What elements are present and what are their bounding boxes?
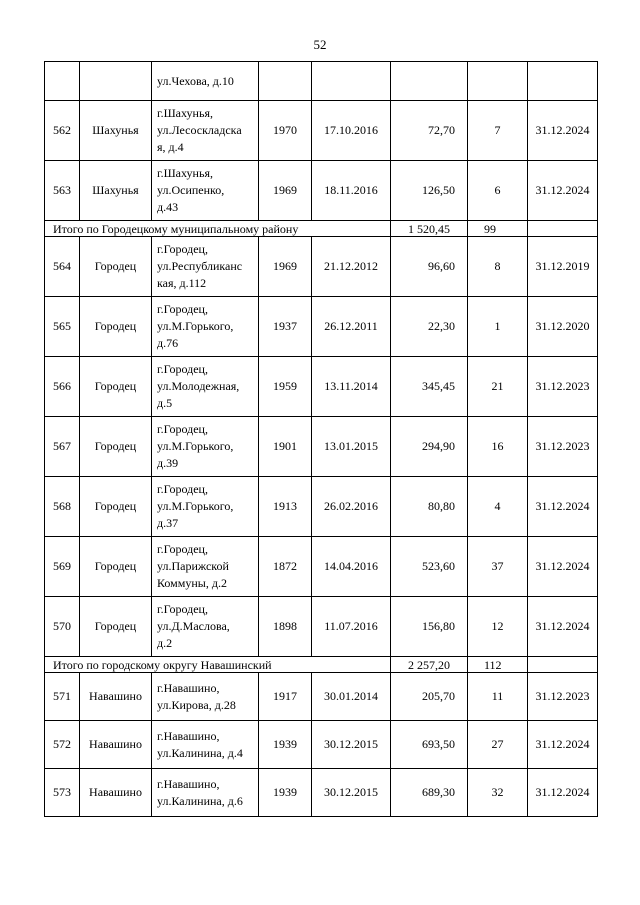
deadline-cell bbox=[528, 62, 598, 101]
address-line: ул.Калинина, д.4 bbox=[157, 745, 243, 760]
year-cell: 1959 bbox=[259, 357, 312, 417]
address-line: ул.Д.Маслова, bbox=[157, 619, 230, 633]
address-cell bbox=[152, 237, 259, 297]
table-row bbox=[45, 477, 598, 537]
row-number-cell: 565 bbox=[45, 297, 80, 357]
address-line: д.76 bbox=[157, 336, 179, 350]
count-cell bbox=[468, 62, 528, 101]
address-line: г.Шахунья, bbox=[157, 166, 213, 180]
count-cell: 1 bbox=[468, 297, 528, 357]
date-cell: 13.11.2014 bbox=[312, 357, 391, 417]
table-row bbox=[45, 357, 598, 417]
row-number-cell: 573 bbox=[45, 769, 80, 817]
area-cell: 523,60 bbox=[391, 537, 468, 597]
address-cell bbox=[152, 297, 259, 357]
address-cell bbox=[152, 161, 259, 221]
address-line: г.Городец, bbox=[157, 542, 208, 556]
address-line: ул.Чехова, д.10 bbox=[157, 73, 234, 88]
address-line: ул.Калинина, д.6 bbox=[157, 793, 243, 808]
total-empty-cell bbox=[528, 221, 598, 237]
table-row-continued bbox=[45, 62, 598, 101]
area-cell: 22,30 bbox=[391, 297, 468, 357]
year-cell: 1970 bbox=[259, 101, 312, 161]
table-row bbox=[45, 237, 598, 297]
address-line: д.43 bbox=[157, 200, 179, 214]
total-count: 112 bbox=[468, 657, 528, 673]
row-number-cell: 566 bbox=[45, 357, 80, 417]
address-line: г.Навашино, bbox=[157, 728, 220, 743]
settlement-cell: Шахунья bbox=[80, 161, 152, 221]
settlement-cell: Городец bbox=[80, 237, 152, 297]
year-cell: 1937 bbox=[259, 297, 312, 357]
date-cell: 14.04.2016 bbox=[312, 537, 391, 597]
address-line: ул.Кирова, д.28 bbox=[157, 697, 236, 712]
row-number-cell: 571 bbox=[45, 673, 80, 721]
address-line: ул.Парижской bbox=[157, 559, 229, 573]
year-cell bbox=[259, 62, 312, 101]
deadline-cell: 31.12.2023 bbox=[528, 417, 598, 477]
settlement-cell: Городец bbox=[80, 537, 152, 597]
area-cell bbox=[391, 62, 468, 101]
settlement-cell: Городец bbox=[80, 297, 152, 357]
settlement-cell: Городец bbox=[80, 357, 152, 417]
row-number-cell: 567 bbox=[45, 417, 80, 477]
address-cell bbox=[152, 597, 259, 657]
date-cell: 18.11.2016 bbox=[312, 161, 391, 221]
deadline-cell: 31.12.2024 bbox=[528, 161, 598, 221]
row-number-cell: 569 bbox=[45, 537, 80, 597]
count-cell: 32 bbox=[468, 769, 528, 817]
year-cell: 1939 bbox=[259, 721, 312, 769]
address-cell bbox=[152, 477, 259, 537]
address-line: г.Шахунья, bbox=[157, 106, 213, 120]
row-number-cell: 562 bbox=[45, 101, 80, 161]
count-cell: 4 bbox=[468, 477, 528, 537]
deadline-cell: 31.12.2020 bbox=[528, 297, 598, 357]
address-cell bbox=[152, 357, 259, 417]
date-cell: 21.12.2012 bbox=[312, 237, 391, 297]
table-row bbox=[45, 297, 598, 357]
address-line: ул.М.Горького, bbox=[157, 499, 234, 513]
address-line: г.Городец, bbox=[157, 362, 208, 376]
address-cell bbox=[152, 417, 259, 477]
address-line: я, д.4 bbox=[157, 140, 184, 154]
settlement-cell: Городец bbox=[80, 597, 152, 657]
address-line: г.Городец, bbox=[157, 422, 208, 436]
date-cell: 30.12.2015 bbox=[312, 769, 391, 817]
address-line: г.Городец, bbox=[157, 602, 208, 616]
date-cell: 30.01.2014 bbox=[312, 673, 391, 721]
address-cell bbox=[152, 537, 259, 597]
deadline-cell: 31.12.2023 bbox=[528, 673, 598, 721]
table-row bbox=[45, 537, 598, 597]
area-cell: 80,80 bbox=[391, 477, 468, 537]
count-cell: 11 bbox=[468, 673, 528, 721]
deadline-cell: 31.12.2019 bbox=[528, 237, 598, 297]
table-row-total bbox=[45, 221, 598, 237]
table-row bbox=[45, 597, 598, 657]
address-line: г.Городец, bbox=[157, 242, 208, 256]
area-cell: 205,70 bbox=[391, 673, 468, 721]
address-line: д.5 bbox=[157, 396, 173, 410]
area-cell: 689,30 bbox=[391, 769, 468, 817]
address-line: ул.М.Горького, bbox=[157, 319, 234, 333]
table-row bbox=[45, 673, 598, 721]
address-line: д.2 bbox=[157, 636, 173, 650]
year-cell: 1901 bbox=[259, 417, 312, 477]
page-number: 52 bbox=[313, 37, 327, 52]
total-area: 1 520,45 bbox=[391, 221, 468, 237]
settlement-cell: Навашино bbox=[80, 769, 152, 817]
row-number-cell: 564 bbox=[45, 237, 80, 297]
address-line: г.Городец, bbox=[157, 302, 208, 316]
table-row bbox=[45, 101, 598, 161]
row-number-cell: 570 bbox=[45, 597, 80, 657]
address-line: кая, д.112 bbox=[157, 276, 207, 290]
address-cell bbox=[152, 101, 259, 161]
address-cell bbox=[152, 769, 259, 817]
total-label: Итого по городскому округу Навашинский bbox=[45, 657, 391, 673]
count-cell: 7 bbox=[468, 101, 528, 161]
area-cell: 693,50 bbox=[391, 721, 468, 769]
address-line: д.37 bbox=[157, 516, 179, 530]
date-cell: 13.01.2015 bbox=[312, 417, 391, 477]
settlement-cell: Городец bbox=[80, 477, 152, 537]
count-cell: 21 bbox=[468, 357, 528, 417]
count-cell: 12 bbox=[468, 597, 528, 657]
deadline-cell: 31.12.2024 bbox=[528, 769, 598, 817]
table-row bbox=[45, 769, 598, 817]
settlement-cell: Городец bbox=[80, 417, 152, 477]
table-row bbox=[45, 161, 598, 221]
address-line: ул.Молодежная, bbox=[157, 379, 240, 393]
deadline-cell: 31.12.2024 bbox=[528, 477, 598, 537]
address-cell bbox=[152, 721, 259, 769]
date-cell: 26.12.2011 bbox=[312, 297, 391, 357]
table-row bbox=[45, 721, 598, 769]
date-cell: 26.02.2016 bbox=[312, 477, 391, 537]
deadline-cell: 31.12.2024 bbox=[528, 597, 598, 657]
settlement-cell: Навашино bbox=[80, 673, 152, 721]
year-cell: 1898 bbox=[259, 597, 312, 657]
total-label: Итого по Городецкому муниципальному району bbox=[45, 221, 391, 237]
count-cell: 37 bbox=[468, 537, 528, 597]
address-line: ул.Лесоскладска bbox=[157, 123, 242, 137]
address-line: ул.Республиканс bbox=[157, 259, 243, 273]
deadline-cell: 31.12.2024 bbox=[528, 721, 598, 769]
deadline-cell: 31.12.2023 bbox=[528, 357, 598, 417]
address-line: ул.М.Горького, bbox=[157, 439, 234, 453]
table-row-total bbox=[45, 657, 598, 673]
deadline-cell: 31.12.2024 bbox=[528, 101, 598, 161]
address-line: ул.Осипенко, bbox=[157, 183, 225, 197]
area-cell: 156,80 bbox=[391, 597, 468, 657]
table-row bbox=[45, 417, 598, 477]
total-count: 99 bbox=[468, 221, 528, 237]
deadline-cell: 31.12.2024 bbox=[528, 537, 598, 597]
settlement-cell bbox=[80, 62, 152, 101]
housing-registry-table bbox=[44, 61, 598, 817]
year-cell: 1872 bbox=[259, 537, 312, 597]
area-cell: 126,50 bbox=[391, 161, 468, 221]
address-cell bbox=[152, 62, 259, 101]
area-cell: 72,70 bbox=[391, 101, 468, 161]
address-line: д.39 bbox=[157, 456, 179, 470]
row-number-cell: 563 bbox=[45, 161, 80, 221]
area-cell: 96,60 bbox=[391, 237, 468, 297]
address-cell bbox=[152, 673, 259, 721]
year-cell: 1969 bbox=[259, 237, 312, 297]
row-number-cell: 572 bbox=[45, 721, 80, 769]
address-line: г.Навашино, bbox=[157, 680, 220, 695]
date-cell bbox=[312, 62, 391, 101]
area-cell: 294,90 bbox=[391, 417, 468, 477]
settlement-cell: Шахунья bbox=[80, 101, 152, 161]
settlement-cell: Навашино bbox=[80, 721, 152, 769]
count-cell: 6 bbox=[468, 161, 528, 221]
row-number-cell: 568 bbox=[45, 477, 80, 537]
row-number-cell bbox=[45, 62, 80, 101]
total-area: 2 257,20 bbox=[391, 657, 468, 673]
area-cell: 345,45 bbox=[391, 357, 468, 417]
count-cell: 16 bbox=[468, 417, 528, 477]
year-cell: 1969 bbox=[259, 161, 312, 221]
year-cell: 1913 bbox=[259, 477, 312, 537]
address-line: Коммуны, д.2 bbox=[157, 576, 227, 590]
year-cell: 1939 bbox=[259, 769, 312, 817]
total-empty-cell bbox=[528, 657, 598, 673]
table-body bbox=[45, 62, 598, 817]
year-cell: 1917 bbox=[259, 673, 312, 721]
address-line: г.Навашино, bbox=[157, 776, 220, 791]
count-cell: 8 bbox=[468, 237, 528, 297]
address-line: г.Городец, bbox=[157, 482, 208, 496]
date-cell: 30.12.2015 bbox=[312, 721, 391, 769]
count-cell: 27 bbox=[468, 721, 528, 769]
date-cell: 11.07.2016 bbox=[312, 597, 391, 657]
date-cell: 17.10.2016 bbox=[312, 101, 391, 161]
